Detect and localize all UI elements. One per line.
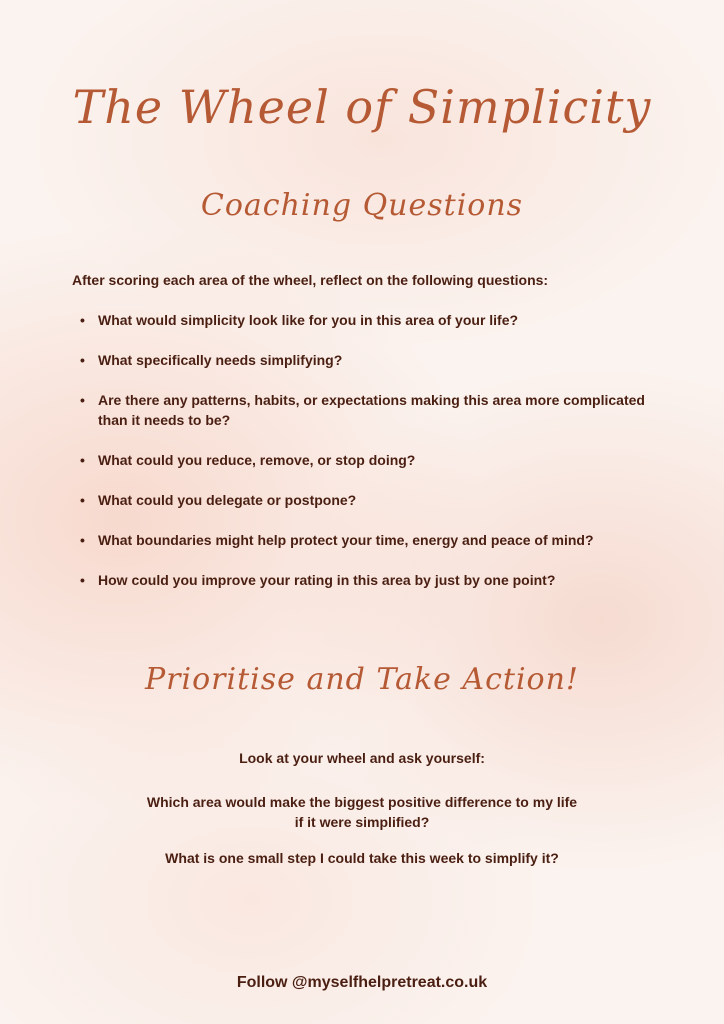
list-item: • What specifically needs simplifying? xyxy=(80,352,343,368)
bullet-icon: • xyxy=(80,312,85,328)
action-question-1 xyxy=(0,792,724,832)
list-item: • What could you reduce, remove, or stop doing? xyxy=(80,452,416,468)
list-item: • What boundaries might help protect your time, energy and peace of mind? xyxy=(80,532,594,548)
action-prompt: Look at your wheel and ask yourself: xyxy=(239,750,485,766)
list-item: • How could you improve your rating in this area by just by one point? xyxy=(80,572,556,588)
coaching-questions-list xyxy=(78,310,648,610)
bullet-icon: • xyxy=(80,492,85,508)
action-question-1-line-1: Which area would make the biggest positive difference to my life xyxy=(146,794,578,810)
bullet-icon: • xyxy=(80,572,85,588)
action-question-2: What is one small step I could take this week to simplify it? xyxy=(165,850,559,866)
page-title: The Wheel of Simplicity xyxy=(72,80,652,134)
bullet-icon: • xyxy=(80,352,85,368)
bullet-icon: • xyxy=(80,392,85,408)
coaching-intro: After scoring each area of the wheel, reflect on the following questions: xyxy=(72,272,549,288)
bullet-icon: • xyxy=(80,532,85,548)
prioritise-heading: Prioritise and Take Action! xyxy=(145,662,579,697)
action-question-1-line-2: if it were simplified? xyxy=(294,814,430,830)
bullet-icon: • xyxy=(80,452,85,468)
list-item: • Are there any patterns, habits, or expectations making this area more complicated than it needs to be? xyxy=(80,392,645,428)
coaching-questions-heading: Coaching Questions xyxy=(200,188,524,223)
list-item: • What could you delegate or postpone? xyxy=(80,492,357,508)
footer-follow: Follow @myselfhelpretreat.co.uk xyxy=(236,974,488,991)
list-item: • What would simplicity look like for you in this area of your life? xyxy=(80,312,519,328)
